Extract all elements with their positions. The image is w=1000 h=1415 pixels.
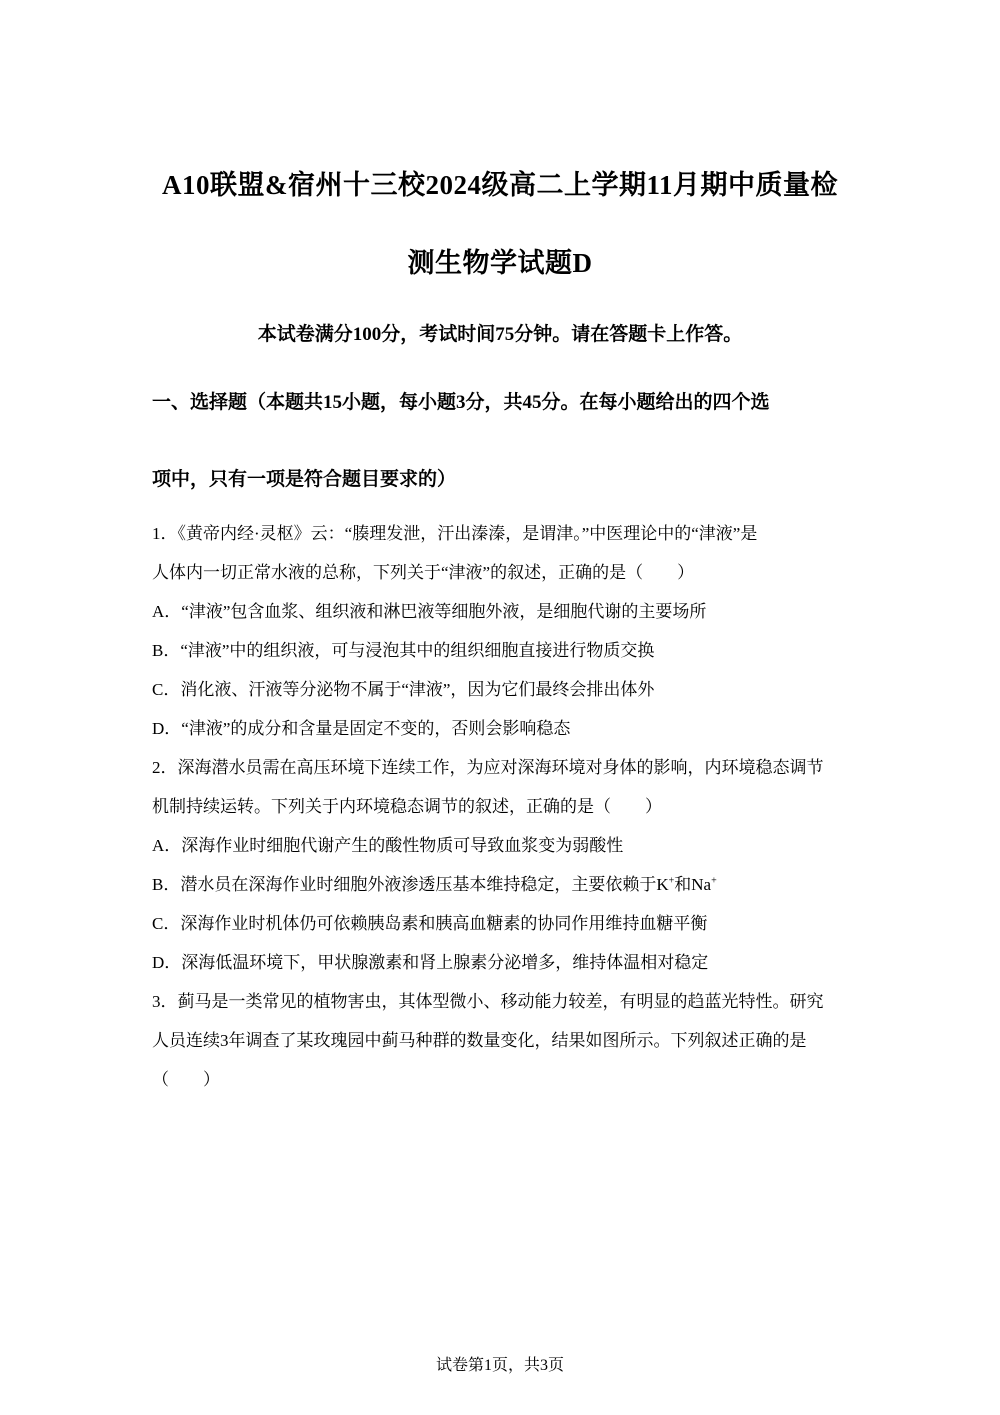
exam-title-line-1: A10联盟&宿州十三校2024级高二上学期11月期中质量检 xyxy=(162,170,838,200)
question-2-option-b xyxy=(152,872,717,898)
section-heading-line-1: 一、选择题（本题共15小题，每小题3分，共45分。在每小题给出的四个选 xyxy=(152,392,770,413)
question-1-option-d: D．“津液”的成分和含量是固定不变的，否则会影响稳态 xyxy=(152,719,571,738)
question-2-option-d: D．深海低温环境下，甲状腺激素和肾上腺素分泌增多，维持体温相对稳定 xyxy=(152,953,709,972)
sodium-charge: + xyxy=(711,875,717,887)
question-3-stem-line-1: 3．蓟马是一类常见的植物害虫，其体型微小、移动能力较差，有明显的趋蓝光特性。研究 xyxy=(152,992,824,1011)
question-2-option-b-sodium: 和Na xyxy=(674,875,712,894)
question-2-stem-line-2: 机制持续运转。下列关于内环境稳态调节的叙述，正确的是（ ） xyxy=(152,797,662,816)
question-2-option-b-text: B．潜水员在深海作业时细胞外液渗透压基本维持稳定，主要依赖于K xyxy=(152,875,669,894)
exam-title-line-2: 测生物学试题D xyxy=(407,248,593,278)
section-heading-line-2: 项中，只有一项是符合题目要求的） xyxy=(152,469,457,490)
question-2-option-a: A．深海作业时细胞代谢产生的酸性物质可导致血浆变为弱酸性 xyxy=(152,836,624,855)
exam-instructions: 本试卷满分100分，考试时间75分钟。请在答题卡上作答。 xyxy=(257,324,743,345)
question-3-stem-line-2: 人员连续3年调查了某玫瑰园中蓟马种群的数量变化，结果如图所示。下列叙述正确的是 xyxy=(152,1031,807,1050)
question-2-option-c: C．深海作业时机体仍可依赖胰岛素和胰高血糖素的协同作用维持血糖平衡 xyxy=(152,914,708,933)
page-footer: 试卷第1页，共3页 xyxy=(435,1357,564,1374)
question-1-option-c: C．消化液、汗液等分泌物不属于“津液”，因为它们最终会排出体外 xyxy=(152,680,655,699)
question-3-stem-line-3: （ ） xyxy=(152,1070,220,1089)
question-2-stem-line-1: 2．深海潜水员需在高压环境下连续工作，为应对深海环境对身体的影响，内环境稳态调节 xyxy=(152,758,824,777)
question-1-stem-line-1: 1．《黄帝内经·灵枢》云：“腠理发泄，汗出溱溱，是谓津。”中医理论中的“津液”是 xyxy=(152,524,758,543)
question-1-option-a: A．“津液”包含血浆、组织液和淋巴液等细胞外液，是细胞代谢的主要场所 xyxy=(152,602,707,621)
question-1-option-b: B．“津液”中的组织液，可与浸泡其中的组织细胞直接进行物质交换 xyxy=(152,641,655,660)
potassium-charge: + xyxy=(668,875,675,887)
question-1-stem-line-2: 人体内一切正常水液的总称，下列关于“津液”的叙述，正确的是（ ） xyxy=(152,563,695,582)
